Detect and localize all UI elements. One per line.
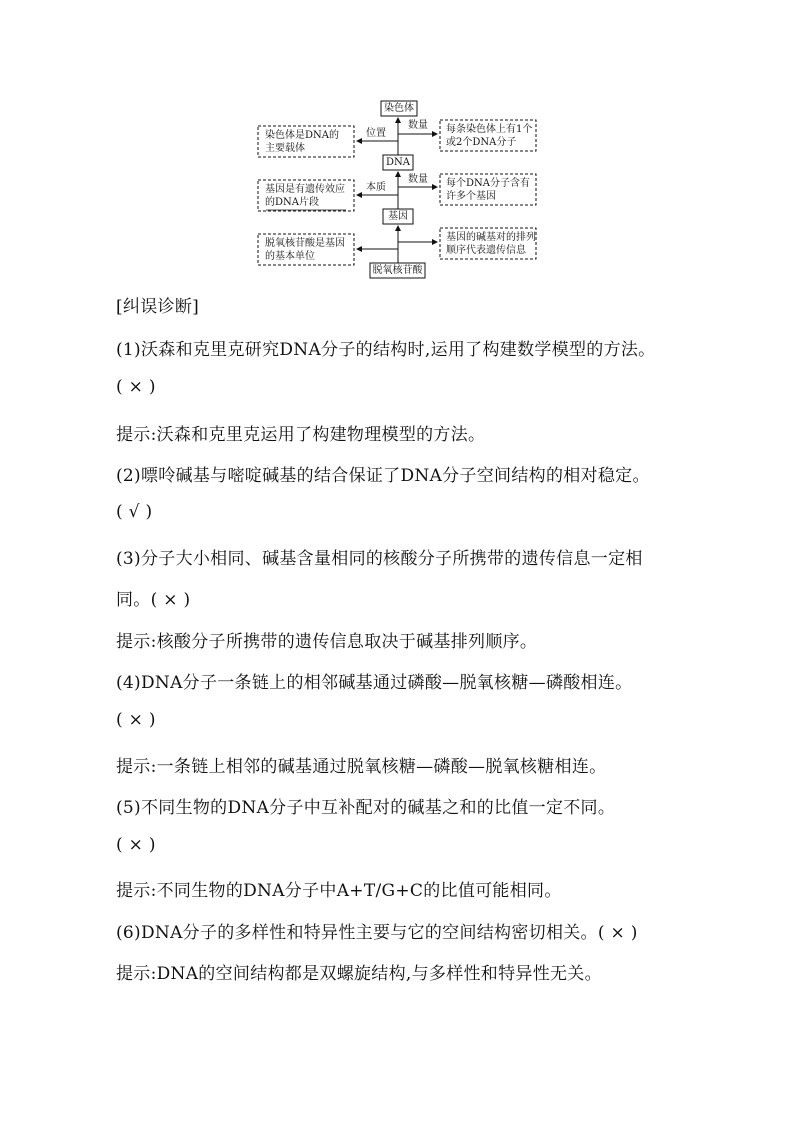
hint-1: 提示:沃森和克里克运用了构建物理模型的方法。 xyxy=(116,425,486,445)
question-3: (3)分子大小相同、碱基含量相同的核酸分子所携带的遗传信息一定相 xyxy=(116,549,643,569)
right-box-3-line-1: 基因的碱基对的排列 xyxy=(446,232,536,243)
concept-diagram xyxy=(0,0,794,290)
hint-3: 提示:核酸分子所携带的遗传信息取决于碱基排列顺序。 xyxy=(116,632,538,652)
label-quantity-2: 数量 xyxy=(408,174,428,185)
question-2: (2)嘌呤碱基与嘧啶碱基的结合保证了DNA分子空间结构的相对稳定。 xyxy=(116,466,650,486)
answer-2: ( √ ) xyxy=(116,502,153,522)
left-box-2-line-2: 的DNA片段 xyxy=(265,197,319,208)
answer-4: ( × ) xyxy=(116,710,156,730)
label-essence: 本质 xyxy=(366,182,386,193)
section-title: [纠误诊断] xyxy=(116,297,200,317)
left-box-1-line-1: 染色体是DNA的 xyxy=(265,130,339,141)
label-position: 位置 xyxy=(366,128,386,139)
left-box-1-line-2: 主要载体 xyxy=(265,143,305,154)
left-box-3-line-2: 的基本单位 xyxy=(265,251,315,262)
node-gene: 基因 xyxy=(388,211,408,222)
right-box-2-line-2: 许多个基因 xyxy=(446,191,496,202)
question-6: (6)DNA分子的多样性和特异性主要与它的空间结构密切相关。( × ) xyxy=(116,923,638,943)
node-nucleotide: 脱氧核苷酸 xyxy=(372,265,423,276)
question-4: (4)DNA分子一条链上的相邻碱基通过磷酸—脱氧核糖—磷酸相连。 xyxy=(116,673,633,693)
right-box-2-line-1: 每个DNA分子含有 xyxy=(446,178,530,189)
answer-1: ( × ) xyxy=(116,377,156,397)
diagram-lines xyxy=(0,0,794,290)
question-1: (1)沃森和克里克研究DNA分子的结构时,运用了构建数学模型的方法。 xyxy=(116,340,656,360)
hint-6: 提示:DNA的空间结构都是双螺旋结构,与多样性和特异性无关。 xyxy=(116,964,602,984)
left-box-2-line-1: 基因是有遗传效应 xyxy=(265,184,345,195)
node-dna: DNA xyxy=(386,157,410,168)
hint-5: 提示:不同生物的DNA分子中A+T/G+C的比值可能相同。 xyxy=(116,881,562,901)
right-box-1-line-2: 或2个DNA分子 xyxy=(446,137,517,148)
node-chromosome: 染色体 xyxy=(384,103,414,114)
question-5: (5)不同生物的DNA分子中互补配对的碱基之和的比值一定不同。 xyxy=(116,798,616,818)
question-3-cont: 同。( × ) xyxy=(116,590,191,610)
answer-5: ( × ) xyxy=(116,835,156,855)
left-box-3-line-1: 脱氧核苷酸是基因 xyxy=(265,238,345,249)
label-quantity-1: 数量 xyxy=(408,120,428,131)
hint-4: 提示:一条链上相邻的碱基通过脱氧核糖—磷酸—脱氧核糖相连。 xyxy=(116,757,607,777)
right-box-1-line-1: 每条染色体上有1个 xyxy=(446,124,533,135)
right-box-3-line-2: 顺序代表遗传信息 xyxy=(446,245,526,256)
